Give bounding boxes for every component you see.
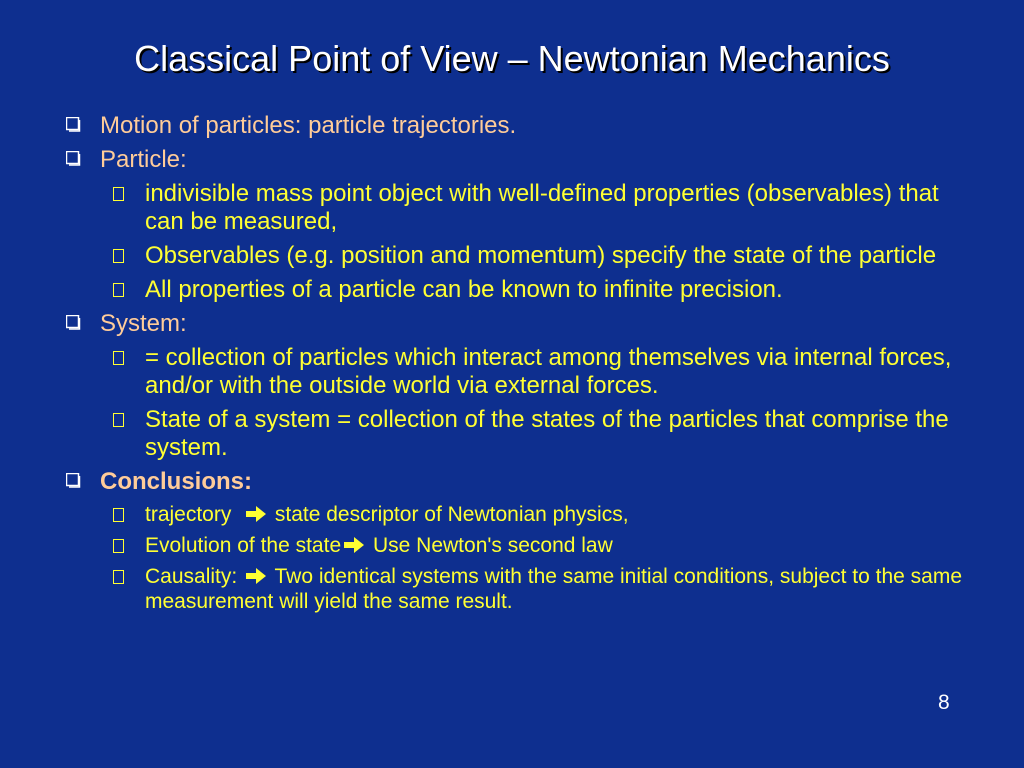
empty-box-bullet-icon (113, 413, 124, 427)
empty-box-bullet-icon (113, 351, 124, 365)
empty-box-bullet-icon (113, 539, 124, 553)
empty-box-bullet-icon (113, 508, 124, 522)
sub-bullet-particle-1-text: indivisible mass point object with well-defined properties (observables) that can be measured, (145, 180, 939, 235)
right-arrow-icon (245, 505, 267, 523)
empty-box-bullet-icon (113, 187, 124, 201)
hollow-square-bullet-icon (66, 117, 81, 132)
sub-bullet-system-2-text: State of a system = collection of the states of the particles that comprise the system. (145, 406, 949, 461)
bullet-conclusions-text: Conclusions: (100, 468, 253, 495)
sub-bullet-system-2 (62, 406, 982, 462)
empty-box-bullet-icon (113, 283, 124, 297)
sub-bullet-conclusion-1 (62, 502, 982, 527)
slide-content (62, 112, 982, 620)
sub-bullet-conclusion-1-desc: state descriptor of Newtonian physics, (274, 503, 629, 526)
sub-bullet-conclusion-3-desc: Two identical systems with the same initial conditions, subject to the same measurement will yield the same result. (145, 565, 962, 613)
sub-bullet-conclusion-2 (62, 533, 982, 558)
sub-bullet-conclusion-3-term: Causality: (145, 565, 238, 588)
bullet-system-text: System: (100, 310, 187, 337)
empty-box-bullet-icon (113, 570, 124, 584)
bullet-system (62, 310, 982, 338)
sub-bullet-particle-2-text: Observables (e.g. position and momentum) specify the state of the particle (145, 242, 937, 269)
sub-bullet-particle-1 (62, 180, 982, 236)
sub-bullet-particle-3-text: All properties of a particle can be known to infinite precision. (145, 276, 783, 303)
sub-bullet-particle-3 (62, 276, 982, 304)
sub-bullet-particle-2 (62, 242, 982, 270)
sub-bullet-conclusion-2-term: Evolution of the state (145, 534, 342, 557)
hollow-square-bullet-icon (66, 315, 81, 330)
page-number: 8 (938, 691, 950, 714)
right-arrow-icon (245, 567, 267, 585)
bullet-particle (62, 146, 982, 174)
bullet-motion-text: Motion of particles: particle trajectories. (100, 112, 517, 139)
slide-title: Classical Point of View – Newtonian Mechanics (134, 38, 890, 79)
bullet-motion (62, 112, 982, 140)
right-arrow-icon (343, 536, 365, 554)
sub-bullet-conclusion-2-desc: Use Newton's second law (372, 534, 613, 557)
sub-bullet-conclusion-3 (62, 564, 982, 614)
hollow-square-bullet-icon (66, 473, 81, 488)
sub-bullet-conclusion-1-term: trajectory (145, 503, 232, 526)
bullet-conclusions (62, 468, 982, 496)
empty-box-bullet-icon (113, 249, 124, 263)
sub-bullet-system-1-text: = collection of particles which interact among themselves via internal forces, and/or with the outside world via external forces. (145, 344, 952, 399)
hollow-square-bullet-icon (66, 151, 81, 166)
bullet-particle-text: Particle: (100, 146, 187, 173)
sub-bullet-system-1 (62, 344, 982, 400)
